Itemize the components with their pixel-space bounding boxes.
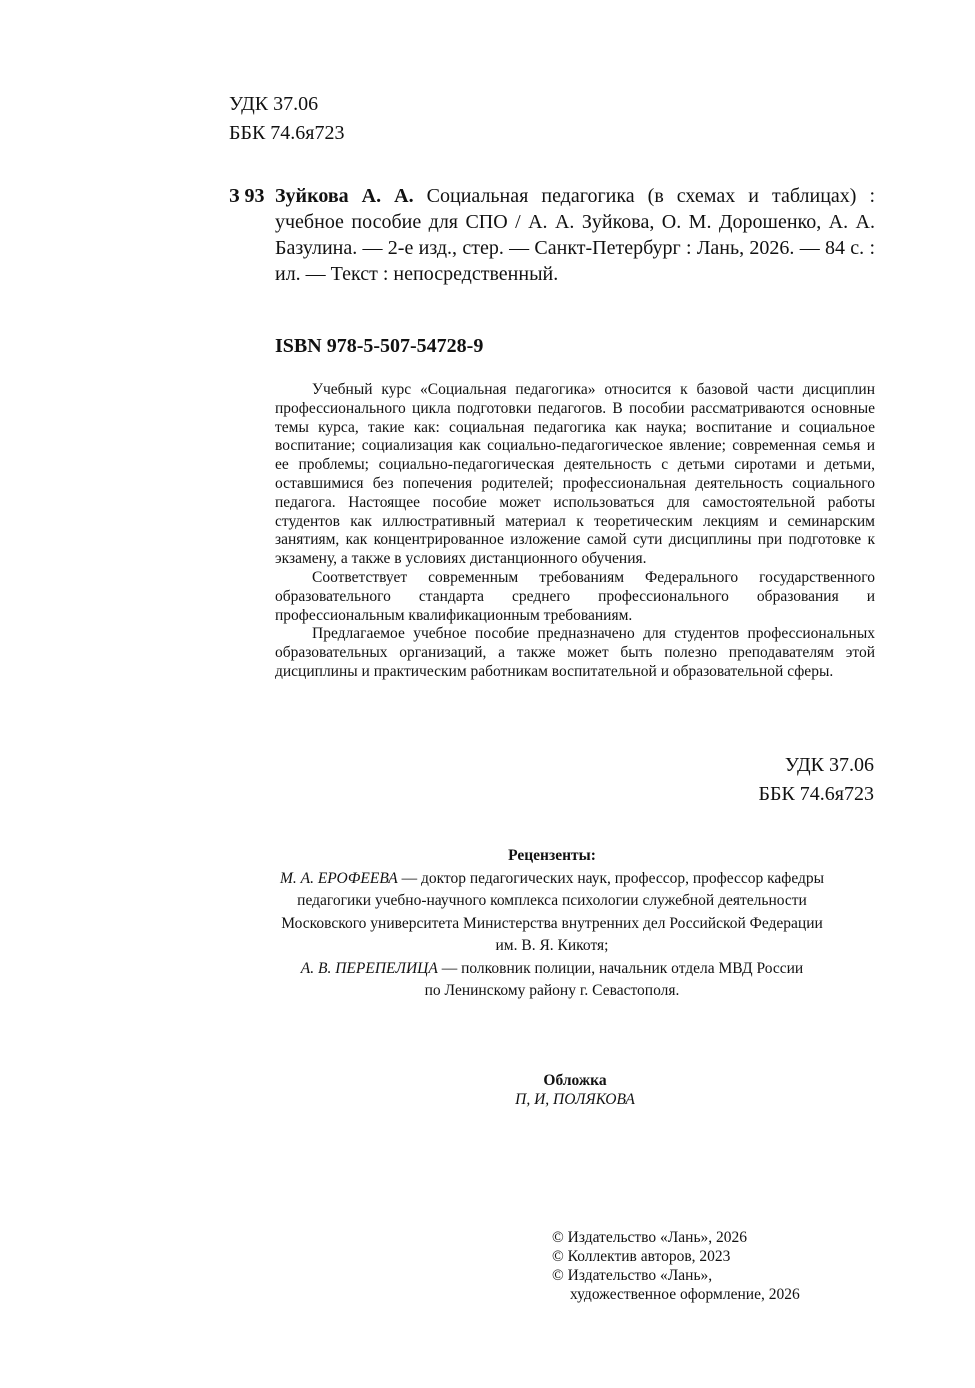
cover-heading: Обложка: [543, 1072, 607, 1089]
reviewer-line: Московского университета Министерства внутренних дел Российской Федерации: [281, 914, 823, 932]
reviewer-line: педагогики учебно-научного комплекса психологии служебной деятельности: [297, 892, 807, 909]
copyright-line: художественное оформление, 2026: [570, 1286, 800, 1303]
reviewer-title: — доктор педагогических наук, профессор, профессор кафедры: [397, 869, 825, 887]
reviewer-name: М. А. ЕРОФЕЕВА: [279, 869, 398, 887]
classification-top: [229, 90, 345, 148]
annotation: [275, 381, 875, 682]
reviewers-block: [230, 845, 874, 1003]
copyright-line: © Издательство «Лань», 2026: [552, 1229, 748, 1246]
entry-description: Социальная педагогика (в схемах и таблицах) : учебное пособие для СПО / А. А. Зуйкова, О. М. Дорошенко, А. А. Базулина. — 2-е изд., стер. — Санкт-Петербург : Лань, 2026. — 84 с. : ил. — Текст : непосредственный.: [275, 185, 876, 285]
reviewer-line: по Ленинскому району г. Севастополя.: [424, 982, 680, 999]
reviewers-heading: Рецензенты:: [508, 847, 596, 864]
entry-author: Зуйкова А. А.: [275, 185, 414, 207]
cover-credit: [230, 1071, 920, 1109]
annotation-paragraph: Учебный курс «Социальная педагогика» относится к базовой части дисциплин профессионального цикла подготовки педагогов. В пособии рассматриваются основные темы курса, такие как: социальная педагогика как наука; воспитание и социальное воспитание; социализация как социально-педагогическое явление; современная семья и ее проблемы; социально-педагогическая деятельность с детьми сиротами и детьми, оставшимися без попечения родителей; профессиональная деятельность социального педагога. Настоящее пособие может использоваться для самостоятельной работы студентов как иллюстративный материал к теоретическим лекциям и семинарским занятиям, как концентрированное изложение самой сути дисциплины при подготовке к экзамену, а также в условиях дистанционного обучения.: [275, 381, 875, 568]
cover-designer: П, И, ПОЛЯКОВА: [515, 1091, 635, 1108]
reviewer-line: [230, 958, 874, 981]
annotation-paragraph: Предлагаемое учебное пособие предназначено для студентов профессиональных образовательных организаций, а также может быть полезно преподавателям этой дисциплины и практическим работникам воспитательной и образовательной сферы.: [275, 625, 875, 680]
udk-code: УДК 37.06: [229, 93, 319, 115]
reviewer-line: [230, 868, 874, 891]
reviewer-line: им. В. Я. Кикотя;: [495, 937, 609, 954]
bbk-code: ББК 74.6я723: [758, 783, 874, 805]
copyright-block: [552, 1228, 800, 1304]
entry-text: [275, 183, 875, 287]
author-code: З 93: [229, 185, 265, 207]
classification-bottom: [758, 751, 874, 809]
reviewer-name: А. В. ПЕРЕПЕЛИЦА: [300, 959, 438, 977]
udk-code: УДК 37.06: [784, 754, 874, 776]
copyright-line: © Издательство «Лань»,: [552, 1267, 713, 1284]
isbn: ISBN 978-5-507-54728-9: [275, 335, 484, 357]
reviewer-title: — полковник полиции, начальник отдела МВД России: [437, 959, 804, 977]
bbk-code: ББК 74.6я723: [229, 122, 345, 144]
annotation-paragraph: Соответствует современным требованиям Федерального государственного образовательного стандарта среднего профессионального образования и профессиональным квалификационным требованиям.: [275, 568, 875, 624]
copyright-line: © Коллектив авторов, 2023: [552, 1248, 731, 1265]
